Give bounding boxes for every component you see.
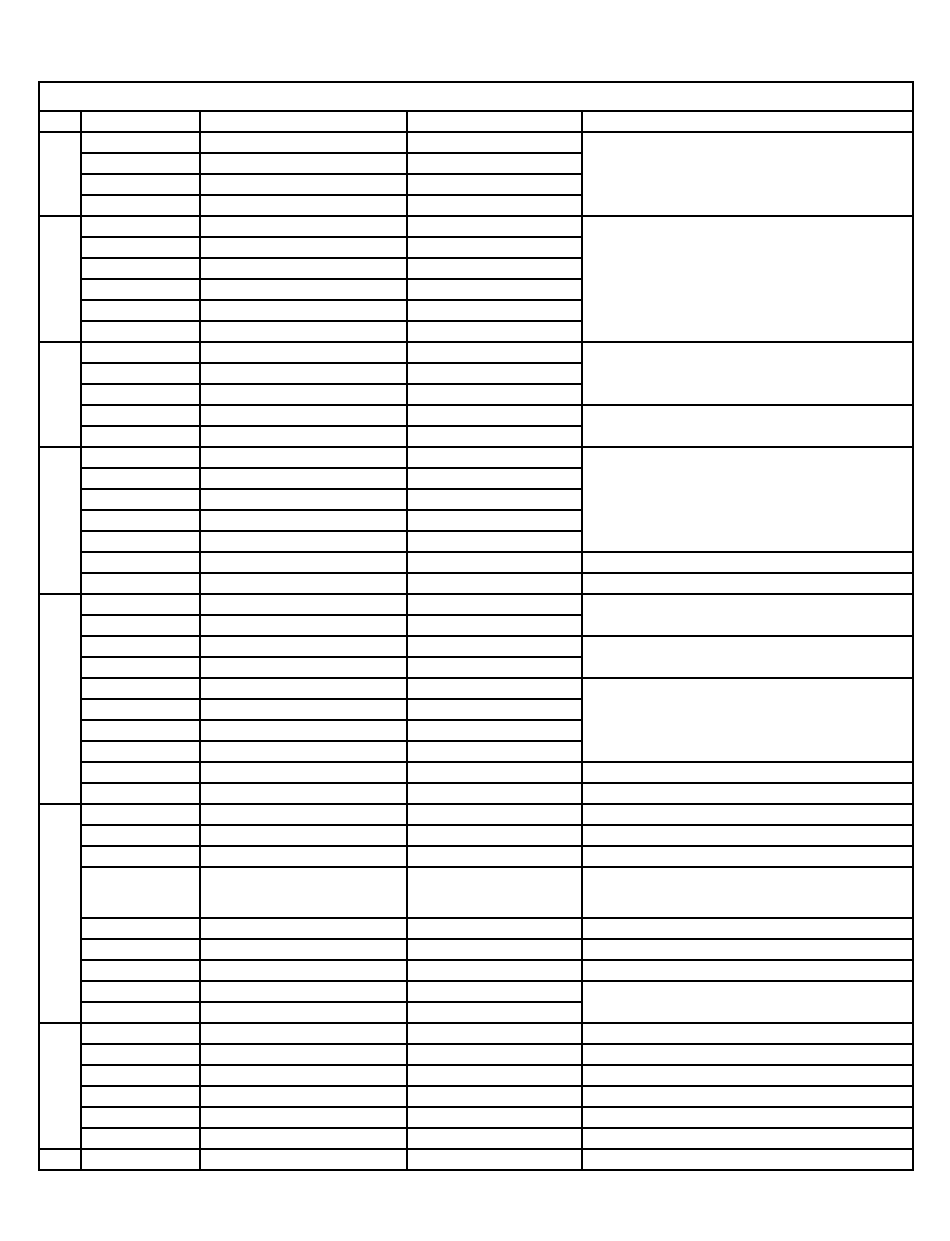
table-cell: [200, 363, 407, 384]
table-cell: [407, 720, 582, 741]
note-cell: [582, 867, 913, 918]
table-cell: [407, 489, 582, 510]
table-cell: [407, 1086, 582, 1107]
table-cell: [200, 153, 407, 174]
table-cell: [200, 321, 407, 342]
note-cell: [582, 1023, 913, 1044]
table-cell: [407, 699, 582, 720]
table-cell: [81, 237, 200, 258]
table-cell: [81, 1107, 200, 1128]
table-cell: [407, 363, 582, 384]
table-cell: [81, 939, 200, 960]
table-cell: [81, 531, 200, 552]
table-cell: [407, 594, 582, 615]
table-cell: [407, 1128, 582, 1149]
table-cell: [200, 762, 407, 783]
table-cell: [81, 594, 200, 615]
table-cell: [81, 867, 200, 918]
table-cell: [407, 195, 582, 216]
header-cell-5: [582, 111, 913, 132]
note-cell: [582, 981, 913, 1023]
table-cell: [81, 195, 200, 216]
table-cell: [407, 321, 582, 342]
header-cell-4: [407, 111, 582, 132]
table-row: [39, 1023, 913, 1044]
note-cell: [582, 960, 913, 981]
table-cell: [81, 405, 200, 426]
table-cell: [81, 384, 200, 405]
note-cell: [582, 405, 913, 447]
table-row: [39, 867, 913, 918]
table-cell: [200, 699, 407, 720]
table-cell: [200, 678, 407, 699]
group-label-cell: [39, 1023, 81, 1149]
group-label-cell: [39, 132, 81, 216]
table-cell: [407, 1002, 582, 1023]
table-cell: [81, 636, 200, 657]
table-cell: [407, 531, 582, 552]
table-cell: [81, 918, 200, 939]
table-cell: [407, 552, 582, 573]
table-row: [39, 762, 913, 783]
table-cell: [407, 1065, 582, 1086]
table-cell: [407, 918, 582, 939]
table-row: [39, 846, 913, 867]
table-cell: [81, 1023, 200, 1044]
table-cell: [200, 636, 407, 657]
note-cell: [582, 825, 913, 846]
table-cell: [81, 699, 200, 720]
table-cell: [81, 510, 200, 531]
table-cell: [81, 321, 200, 342]
group-label-cell: [39, 216, 81, 342]
group-label-cell: [39, 594, 81, 804]
table-cell: [407, 153, 582, 174]
table-cell: [81, 279, 200, 300]
note-cell: [582, 1128, 913, 1149]
table-cell: [200, 615, 407, 636]
table-cell: [200, 657, 407, 678]
table-cell: [407, 960, 582, 981]
title-row: [39, 82, 913, 111]
note-cell: [582, 1065, 913, 1086]
table-cell: [200, 918, 407, 939]
table-cell: [200, 489, 407, 510]
table-cell: [81, 447, 200, 468]
table-cell: [407, 867, 582, 918]
table-cell: [407, 237, 582, 258]
table-cell: [407, 1044, 582, 1065]
table-cell: [200, 552, 407, 573]
table-cell: [200, 468, 407, 489]
note-cell: [582, 594, 913, 636]
table-cell: [81, 132, 200, 153]
note-cell: [582, 918, 913, 939]
table-cell: [81, 216, 200, 237]
table-cell: [200, 510, 407, 531]
note-cell: [582, 762, 913, 783]
table-cell: [81, 258, 200, 279]
table-cell: [81, 573, 200, 594]
table-cell: [407, 132, 582, 153]
table-body: [39, 82, 913, 1170]
table-cell: [407, 846, 582, 867]
note-cell: [582, 804, 913, 825]
note-cell: [582, 678, 913, 762]
note-cell: [582, 342, 913, 405]
table-cell: [200, 384, 407, 405]
table-cell: [200, 783, 407, 804]
table-cell: [81, 300, 200, 321]
table-cell: [200, 846, 407, 867]
table-cell: [200, 939, 407, 960]
note-cell: [582, 132, 913, 216]
table-row: [39, 1149, 913, 1170]
table-cell: [407, 762, 582, 783]
table-cell: [407, 426, 582, 447]
note-cell: [582, 846, 913, 867]
group-label-cell: [39, 447, 81, 594]
table-cell: [407, 216, 582, 237]
table-cell: [200, 132, 407, 153]
table-row: [39, 552, 913, 573]
table-cell: [81, 804, 200, 825]
table-row: [39, 636, 913, 657]
table-cell: [200, 258, 407, 279]
header-row: [39, 111, 913, 132]
group-label-cell: [39, 342, 81, 447]
table-cell: [407, 615, 582, 636]
group-label-cell: [39, 804, 81, 1023]
table-row: [39, 1128, 913, 1149]
table-cell: [81, 783, 200, 804]
table-cell: [200, 960, 407, 981]
table-cell: [200, 426, 407, 447]
table-cell: [200, 447, 407, 468]
table-row: [39, 825, 913, 846]
table-cell: [200, 237, 407, 258]
table-cell: [200, 741, 407, 762]
table-cell: [407, 342, 582, 363]
group-label-cell: [39, 1149, 81, 1170]
note-cell: [582, 573, 913, 594]
table-cell: [200, 1023, 407, 1044]
table-cell: [200, 531, 407, 552]
table-row: [39, 132, 913, 153]
header-cell-2: [81, 111, 200, 132]
table-cell: [81, 657, 200, 678]
note-cell: [582, 1107, 913, 1128]
table-cell: [407, 939, 582, 960]
table-cell: [407, 783, 582, 804]
note-cell: [582, 1044, 913, 1065]
table-row: [39, 1044, 913, 1065]
table-cell: [200, 1044, 407, 1065]
table-row: [39, 939, 913, 960]
table-row: [39, 405, 913, 426]
table-cell: [407, 258, 582, 279]
note-cell: [582, 1149, 913, 1170]
table-cell: [407, 636, 582, 657]
table-row: [39, 783, 913, 804]
table-cell: [81, 468, 200, 489]
table-row: [39, 918, 913, 939]
table-row: [39, 1107, 913, 1128]
header-cell-3: [200, 111, 407, 132]
table-cell: [81, 342, 200, 363]
table-cell: [407, 300, 582, 321]
table-cell: [200, 300, 407, 321]
table-cell: [81, 678, 200, 699]
table-cell: [407, 741, 582, 762]
table-row: [39, 960, 913, 981]
table-cell: [200, 405, 407, 426]
table-cell: [81, 1128, 200, 1149]
table-cell: [200, 1065, 407, 1086]
table-row: [39, 1086, 913, 1107]
table-cell: [407, 825, 582, 846]
table-cell: [200, 216, 407, 237]
table-cell: [407, 405, 582, 426]
table-cell: [200, 195, 407, 216]
table-row: [39, 573, 913, 594]
note-cell: [582, 216, 913, 342]
note-cell: [582, 552, 913, 573]
table-cell: [81, 489, 200, 510]
table-cell: [200, 981, 407, 1002]
table-cell: [407, 279, 582, 300]
table-cell: [81, 1086, 200, 1107]
table-cell: [200, 573, 407, 594]
table-cell: [200, 594, 407, 615]
table-cell: [81, 615, 200, 636]
table-cell: [200, 1086, 407, 1107]
table-row: [39, 594, 913, 615]
note-cell: [582, 636, 913, 678]
table-cell: [407, 678, 582, 699]
table-cell: [407, 981, 582, 1002]
note-cell: [582, 783, 913, 804]
table-cell: [200, 342, 407, 363]
table-cell: [200, 174, 407, 195]
table-cell: [81, 981, 200, 1002]
header-cell-1: [39, 111, 81, 132]
table-title: [39, 82, 913, 111]
note-cell: [582, 447, 913, 552]
table-cell: [81, 825, 200, 846]
note-cell: [582, 939, 913, 960]
table-row: [39, 678, 913, 699]
table-cell: [81, 552, 200, 573]
table-cell: [200, 1149, 407, 1170]
table-cell: [407, 804, 582, 825]
table-cell: [407, 174, 582, 195]
table-cell: [407, 1149, 582, 1170]
table-cell: [81, 960, 200, 981]
table-cell: [81, 363, 200, 384]
table-row: [39, 1065, 913, 1086]
table-cell: [81, 1002, 200, 1023]
table-cell: [81, 1149, 200, 1170]
table-cell: [81, 1044, 200, 1065]
table-cell: [407, 510, 582, 531]
table-cell: [407, 384, 582, 405]
table-cell: [81, 741, 200, 762]
table-cell: [407, 447, 582, 468]
table-row: [39, 447, 913, 468]
table-cell: [81, 1065, 200, 1086]
table-cell: [200, 804, 407, 825]
table-cell: [81, 426, 200, 447]
table-cell: [407, 1023, 582, 1044]
table-cell: [407, 468, 582, 489]
table-row: [39, 804, 913, 825]
table-cell: [407, 573, 582, 594]
table-row: [39, 981, 913, 1002]
table-cell: [81, 846, 200, 867]
table-cell: [200, 825, 407, 846]
note-cell: [582, 1086, 913, 1107]
table-cell: [81, 153, 200, 174]
table-cell: [81, 762, 200, 783]
table-cell: [407, 1107, 582, 1128]
table-cell: [81, 174, 200, 195]
table-cell: [200, 1128, 407, 1149]
table-row: [39, 216, 913, 237]
data-table: [38, 81, 914, 1171]
table-cell: [200, 1002, 407, 1023]
table-cell: [200, 720, 407, 741]
table-cell: [81, 720, 200, 741]
table-row: [39, 342, 913, 363]
table-cell: [200, 867, 407, 918]
table-cell: [200, 279, 407, 300]
table-cell: [200, 1107, 407, 1128]
table-cell: [407, 657, 582, 678]
